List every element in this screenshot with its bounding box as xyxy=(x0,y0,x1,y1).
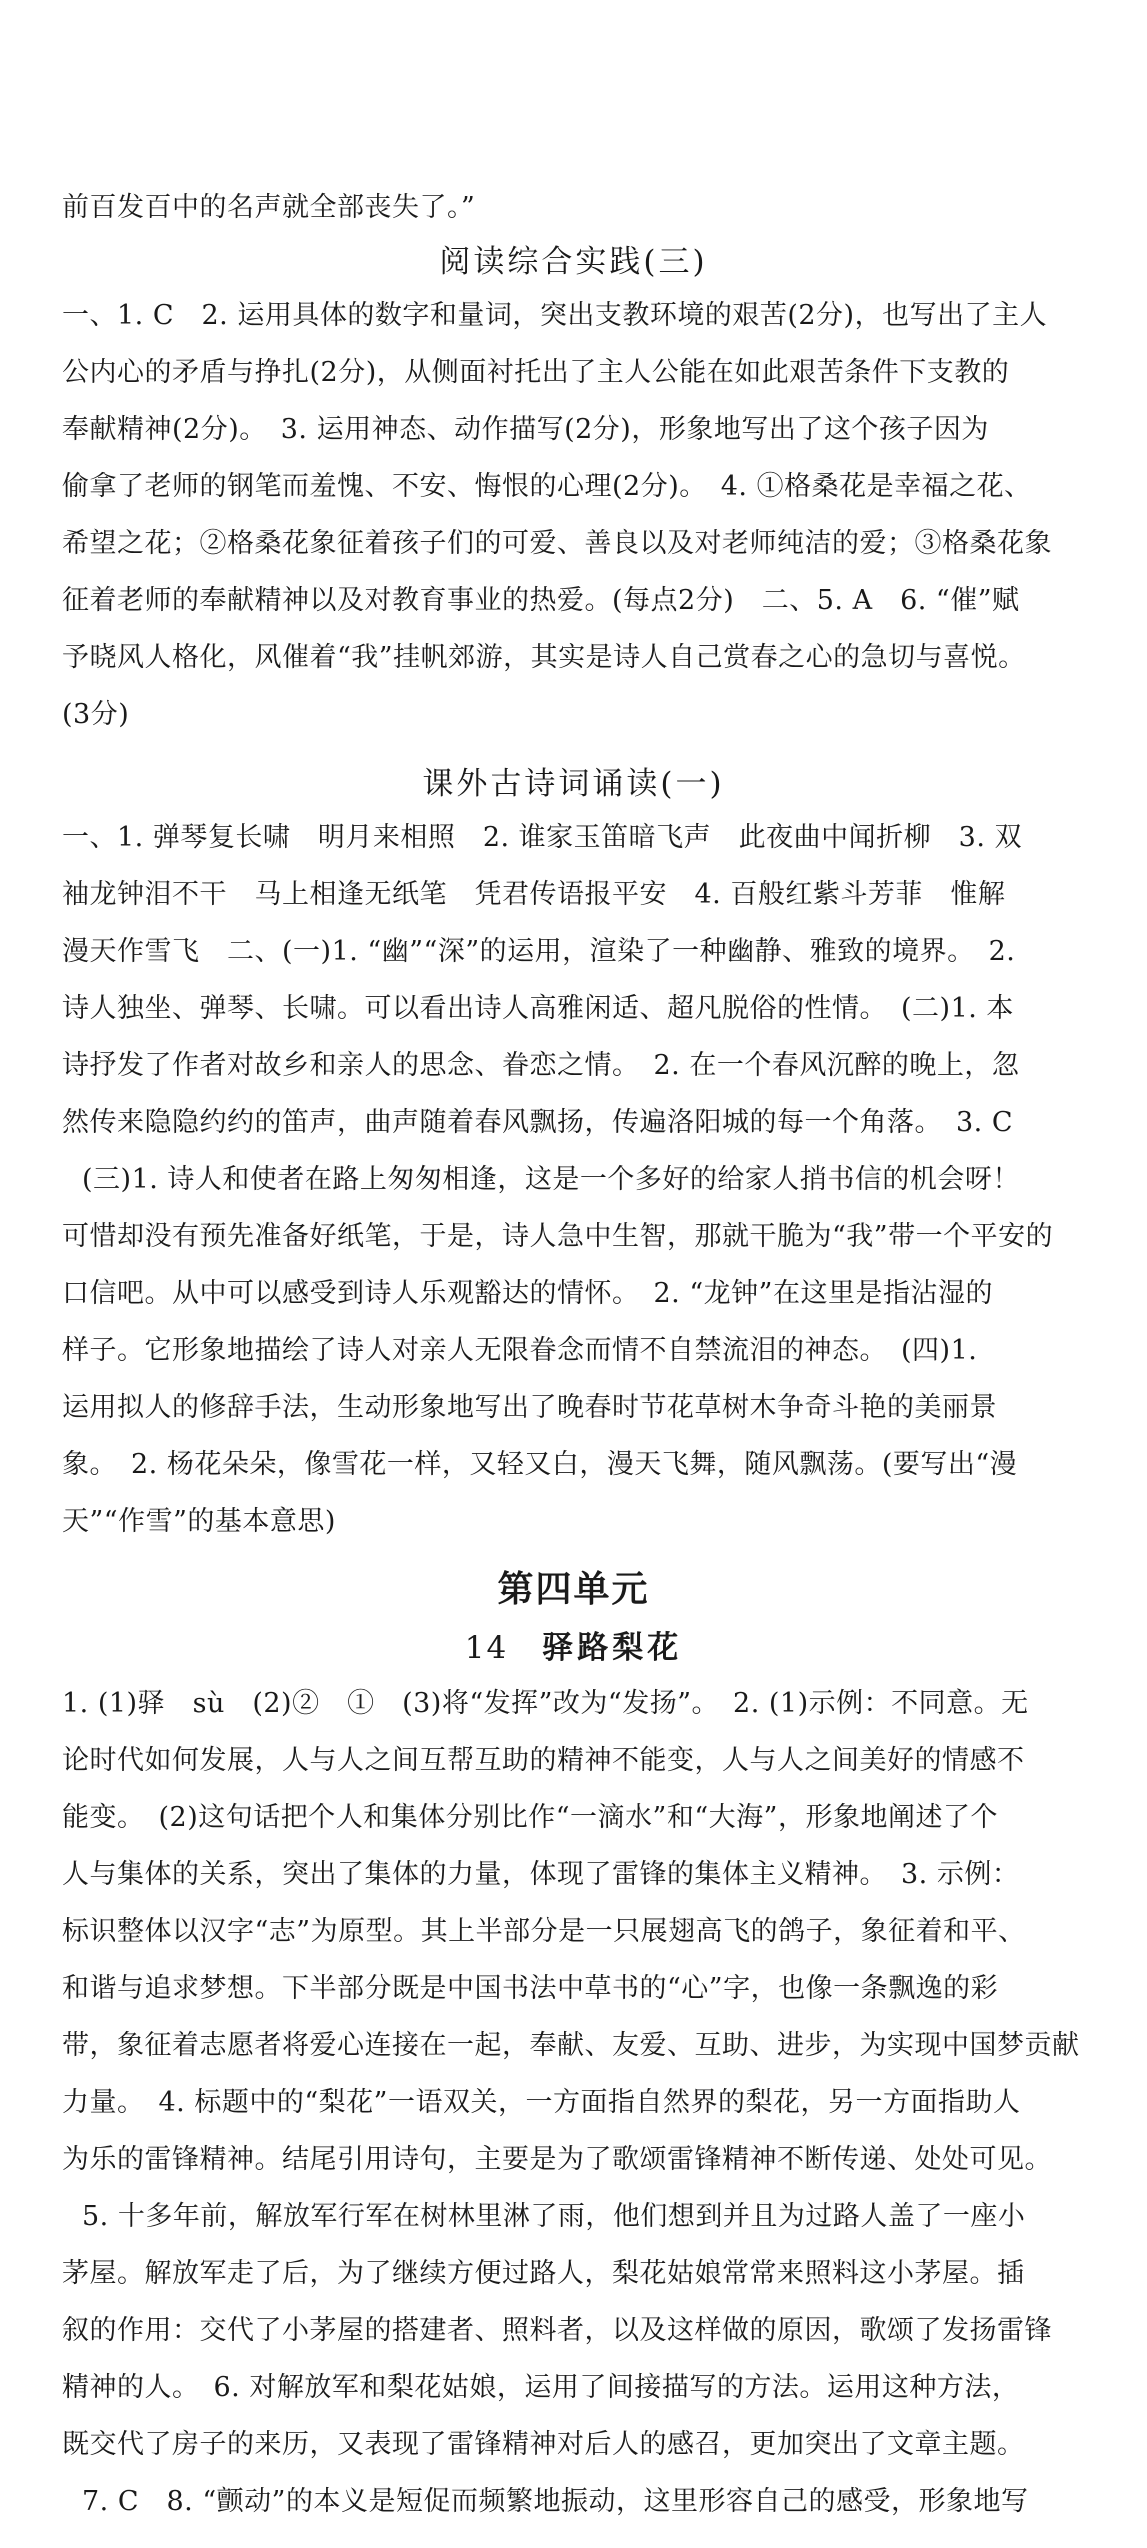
text-line: 征着老师的奉献精神以及对教育事业的热爱。(每点2分) 二、5. A 6. “催”赋 xyxy=(62,585,1020,616)
text-line: 运用拟人的修辞手法，生动形象地写出了晚春时节花草树木争奇斗艳的美丽景 xyxy=(62,1392,997,1423)
text-line: 予晓风人格化，风催着“我”挂帆郊游，其实是诗人自己赏春之心的急切与喜悦。 xyxy=(62,642,1026,673)
text-line: 人与集体的关系，突出了集体的力量，体现了雷锋的集体主义精神。 3. 示例： xyxy=(62,1859,1020,1890)
section-title-reading-practice: 阅读综合实践(三) xyxy=(439,244,708,280)
text-line: 象。 2. 杨花朵朵，像雪花一样，又轻又白，漫天飞舞，随风飘荡。(要写出“漫 xyxy=(62,1449,1018,1480)
text-line: (三)1. 诗人和使者在路上匆匆相逢，这是一个多好的给家人捎书信的机会呀！ xyxy=(82,1164,1020,1195)
text-line: 7. C 8. “颤动”的本义是短促而频繁地振动，这里形容自己的感受，形象地写 xyxy=(82,2486,1029,2517)
text-line: 可惜却没有预先准备好纸笔，于是，诗人急中生智，那就干脆为“我”带一个平安的 xyxy=(62,1221,1054,1252)
text-line: 袖龙钟泪不干 马上相逢无纸笔 凭君传语报平安 4. 百般红紫斗芳菲 惟解 xyxy=(62,879,1006,910)
text-line: 然传来隐隐约约的笛声，曲声随着春风飘扬，传遍洛阳城的每一个角落。 3. C xyxy=(62,1107,1014,1138)
text-line: 前百发百中的名声就全部丧失了。” xyxy=(62,192,476,223)
text-line: 一、1. 弹琴复长啸 明月来相照 2. 谁家玉笛暗飞声 此夜曲中闻折柳 3. 双 xyxy=(62,822,1023,853)
text-line: (3分) xyxy=(62,699,130,730)
answer-page xyxy=(62,0,1085,2548)
text-line: 能变。 (2)这句话把个人和集体分别比作“一滴水”和“大海”，形象地阐述了个 xyxy=(62,1802,998,1833)
lesson-title: 驿路梨花 xyxy=(542,1630,683,1666)
text-line: 诗抒发了作者对故乡和亲人的思念、眷恋之情。 2. 在一个春风沉醉的晚上，忽 xyxy=(62,1050,1020,1081)
text-line: 带，象征着志愿者将爱心连接在一起，奉献、友爱、互助、进步，为实现中国梦贡献 xyxy=(62,2030,1080,2061)
text-line: 一、1. C 2. 运用具体的数字和量词，突出支教环境的艰苦(2分)，也写出了主人 xyxy=(62,300,1048,331)
text-line: 漫天作雪飞 二、(一)1. “幽”“深”的运用，渲染了一种幽静、雅致的境界。 2. xyxy=(62,936,1016,967)
text-line: 诗人独坐、弹琴、长啸。可以看出诗人高雅闲适、超凡脱俗的性情。 (二)1. 本 xyxy=(62,993,1014,1024)
section-title-ancient-poems: 课外古诗词诵读(一) xyxy=(422,766,725,802)
text-line: 天”“作雪”的基本意思) xyxy=(62,1506,336,1537)
text-line: 5. 十多年前，解放军行军在树林里淋了雨，他们想到并且为过路人盖了一座小 xyxy=(82,2201,1026,2232)
text-line: 标识整体以汉字“志”为原型。其上半部分是一只展翅高飞的鸽子，象征着和平、 xyxy=(62,1916,1026,1947)
text-line: 叙的作用：交代了小茅屋的搭建者、照料者，以及这样做的原因，歌颂了发扬雷锋 xyxy=(62,2315,1052,2346)
text-line: 为乐的雷锋精神。结尾引用诗句，主要是为了歌颂雷锋精神不断传递、处处可见。 xyxy=(62,2144,1052,2175)
text-line: 口信吧。从中可以感受到诗人乐观豁达的情怀。 2. “龙钟”在这里是指沾湿的 xyxy=(62,1278,993,1309)
lesson-heading xyxy=(62,1626,1085,1670)
text-line: 和谐与追求梦想。下半部分既是中国书法中草书的“心”字，也像一条飘逸的彩 xyxy=(62,1973,999,2004)
text-line: 公内心的矛盾与挣扎(2分)，从侧面衬托出了主人公能在如此艰苦条件下支教的 xyxy=(62,357,1010,388)
text-line: 希望之花；②格桑花象征着孩子们的可爱、善良以及对老师纯洁的爱；③格桑花象 xyxy=(62,528,1052,559)
text-line: 1. (1)驿 sù (2)② ① (3)将“发挥”改为“发扬”。 2. (1)示例：不同意。无 xyxy=(62,1688,1029,1719)
text-line: 力量。 4. 标题中的“梨花”一语双关，一方面指自然界的梨花，另一方面指助人 xyxy=(62,2087,1021,2118)
text-line: 论时代如何发展，人与人之间互帮互助的精神不能变，人与人之间美好的情感不 xyxy=(62,1745,1025,1776)
text-line: 奉献精神(2分)。 3. 运用神态、动作描写(2分)，形象地写出了这个孩子因为 xyxy=(62,414,989,445)
lesson-number: 14 xyxy=(464,1630,509,1666)
text-line: 既交代了房子的来历，又表现了雷锋精神对后人的感召，更加突出了文章主题。 xyxy=(62,2429,1025,2460)
text-line: 样子。它形象地描绘了诗人对亲人无限眷念而情不自禁流泪的神态。 (四)1. xyxy=(62,1335,978,1366)
text-line: 精神的人。 6. 对解放军和梨花姑娘，运用了间接描写的方法。运用这种方法， xyxy=(62,2372,1020,2403)
unit-title: 第四单元 xyxy=(497,1569,650,1610)
text-line: 茅屋。解放军走了后，为了继续方便过路人，梨花姑娘常常来照料这小茅屋。插 xyxy=(62,2258,1025,2289)
text-line: 偷拿了老师的钢笔而羞愧、不安、悔恨的心理(2分)。 4. ①格桑花是幸福之花、 xyxy=(62,471,1032,502)
